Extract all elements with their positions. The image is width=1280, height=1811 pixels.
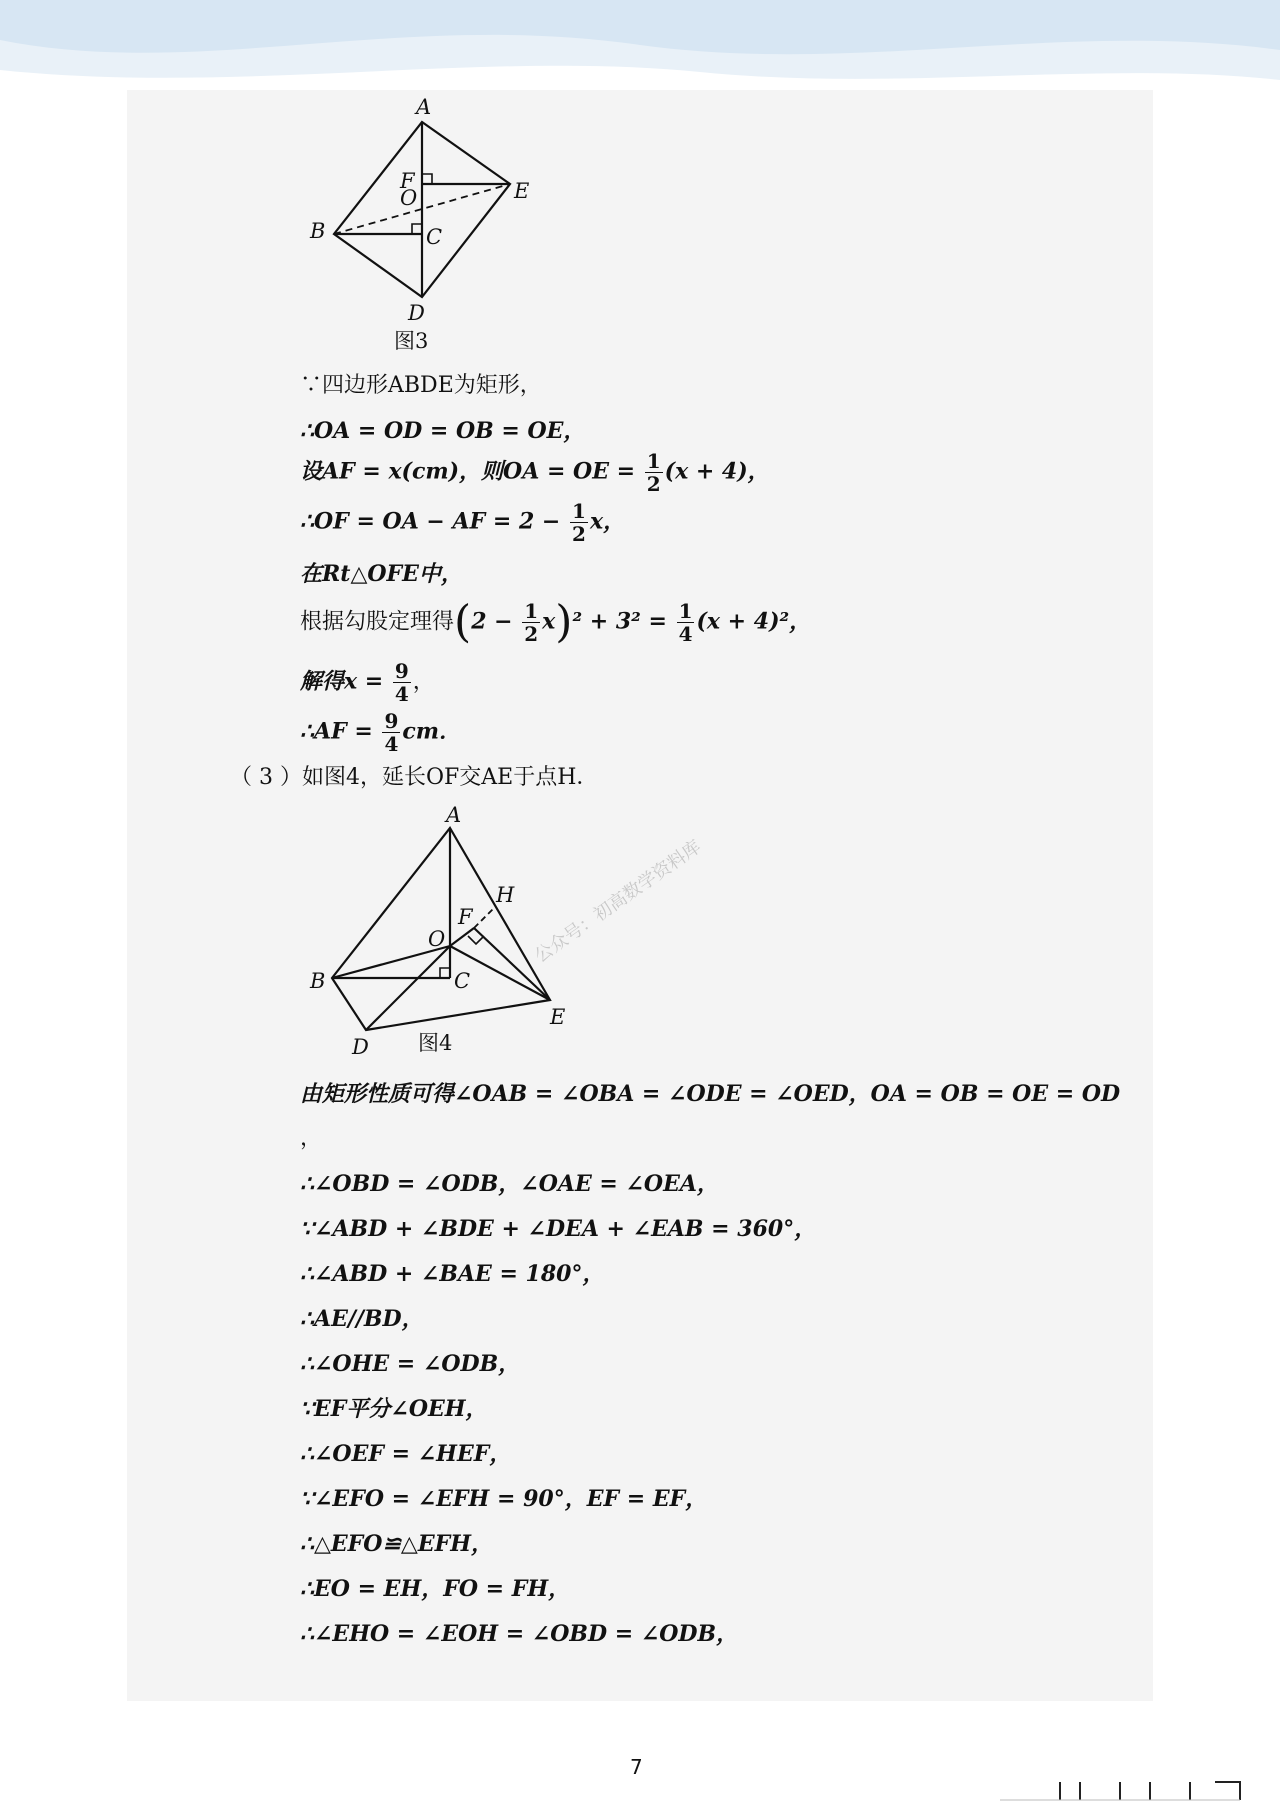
solution-line: ∴EO = EH，FO = FH，	[300, 1576, 571, 1602]
fraction: $\frac{1}{2}$	[572, 499, 586, 546]
label-o: O	[400, 186, 418, 210]
solution-line: 在Rt△OFE中，	[300, 561, 463, 587]
solution-line: ∴△EFO≌△EFH，	[300, 1531, 493, 1557]
right-angle-f	[468, 936, 484, 944]
figure-4	[300, 798, 760, 1068]
solution-line: ∴AE//BD，	[300, 1306, 424, 1332]
solution-line: ∵四边形ABDE为矩形，	[300, 373, 542, 398]
right-angle-c	[440, 968, 450, 978]
figure-3-caption: 图3	[394, 329, 429, 353]
header-wave-decoration	[0, 0, 1280, 100]
solution-line: ∴OF = OA − AF = 2 − $\frac{1}{2}$ x，	[300, 499, 626, 546]
solution-line: 解得x = $\frac{9}{4}$ ，	[300, 659, 435, 706]
fraction: $\frac{1}{2}$	[646, 449, 661, 496]
part-3-heading: （ 3 ）如图4，延长OF交AE于点H．	[230, 765, 599, 790]
label-e: E	[514, 179, 530, 203]
right-angle-f	[422, 174, 432, 184]
solution-line: ∴∠EHO = ∠EOH = ∠OBD = ∠ODB，	[300, 1621, 739, 1647]
solution-line: ∴∠OBD = ∠ODB，∠OAE = ∠OEA，	[300, 1171, 719, 1197]
dashed-fh	[474, 906, 496, 928]
watermark: 公众号：初高数学资料库	[530, 836, 706, 968]
solution-line: ∵∠ABD + ∠BDE + ∠DEA + ∠EAB = 360°，	[300, 1216, 817, 1242]
solution-line: ∴∠OHE = ∠ODB，	[300, 1351, 521, 1377]
label-e: E	[550, 1005, 566, 1029]
label-a: A	[446, 803, 462, 827]
solution-line: ，	[300, 1126, 323, 1151]
page-number: 7	[630, 1755, 643, 1779]
label-b: B	[310, 969, 326, 993]
label-h: H	[496, 883, 515, 907]
footer-decoration	[1000, 1780, 1250, 1802]
label-o: O	[428, 927, 446, 951]
label-f: F	[458, 905, 473, 929]
figure-4-caption: 图4	[418, 1031, 453, 1055]
solution-line: 由矩形性质可得∠OAB = ∠OBA = ∠ODE = ∠OED，OA = OB = OE = OD	[300, 1081, 1121, 1107]
solution-line: ∵EF平分∠OEH，	[300, 1396, 488, 1422]
label-c: C	[454, 969, 471, 993]
solution-line: ∴∠ABD + ∠BAE = 180°，	[300, 1261, 605, 1287]
label-d: D	[408, 301, 425, 325]
label-a: A	[416, 95, 432, 119]
right-angle-c	[412, 224, 422, 234]
fraction: $\frac{9}{4}$	[394, 659, 409, 706]
figure-3	[300, 92, 560, 362]
line-of	[450, 928, 474, 946]
solution-line: 设AF = x(cm)，则OA = OE = $\frac{1}{2}$ (x + 4)，	[300, 449, 770, 496]
fraction: $\frac{1}{4}$	[678, 599, 693, 646]
label-d: D	[352, 1035, 369, 1059]
solution-line: ∴∠OEF = ∠HEF，	[300, 1441, 512, 1467]
fraction: $\frac{1}{2}$	[524, 599, 539, 646]
label-c: C	[426, 225, 443, 249]
solution-line: ∴OA = OD = OB = OE，	[300, 418, 586, 444]
fraction: $\frac{9}{4}$	[384, 709, 399, 756]
solution-line: ∴AF = $\frac{9}{4}$ cm．	[300, 709, 462, 756]
label-f: F	[400, 169, 415, 193]
solution-line: 根据勾股定理得(2 − $\frac{1}{2}$ x)² + 3² = $\frac{1}{4}$ (x + 4)²，	[300, 596, 812, 648]
label-b: B	[310, 219, 326, 243]
solution-line: ∵∠EFO = ∠EFH = 90°，EF = EF，	[300, 1486, 708, 1512]
